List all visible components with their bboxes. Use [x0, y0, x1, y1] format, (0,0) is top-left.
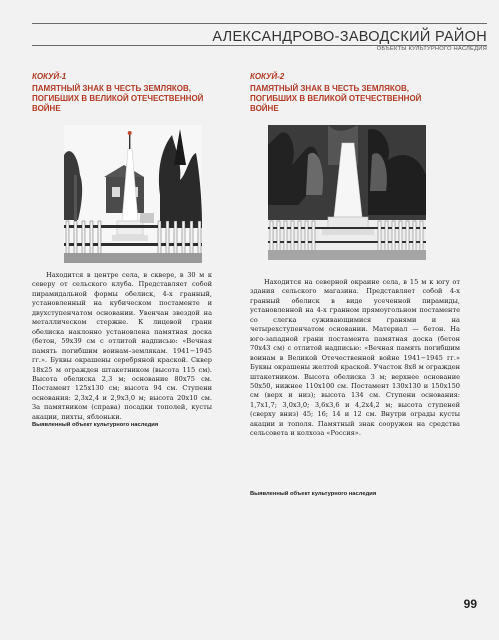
entry-code: КОКУЙ-2 [250, 72, 285, 81]
section-subtitle: ОБЪЕКТЫ КУЛЬТУРНОГО НАСЛЕДИЯ [376, 46, 487, 52]
entry-code: КОКУЙ-1 [32, 72, 67, 81]
region-title: АЛЕКСАНДРОВО-ЗАВОДСКИЙ РАЙОН [212, 29, 487, 45]
entry-title: ПАМЯТНЫЙ ЗНАК В ЧЕСТЬ ЗЕМЛЯКОВ, ПОГИБШИХ В ВЕЛИКОЙ ОТЕЧЕСТВЕННОЙ ВОЙНЕ [250, 84, 422, 113]
photo-obelisk-with-house [64, 125, 202, 263]
heritage-status-kokuy-2: Выявленный объект культурного наследия [250, 491, 377, 497]
monument-photo-kokuy-1 [64, 125, 202, 263]
page-number: 99 [463, 597, 477, 611]
entry-title: ПАМЯТНЫЙ ЗНАК В ЧЕСТЬ ЗЕМЛЯКОВ, ПОГИБШИХ В ВЕЛИКОЙ ОТЕЧЕСТВЕННОЙ ВОЙНЕ [32, 84, 204, 113]
entry-kokuy-2 [250, 72, 460, 114]
monument-photo-kokuy-2 [268, 125, 426, 260]
entry-description-kokuy-2: Находится на северной окраине села, в 15 м к югу от здания сельского магазина. Представляет собой 4-х гранный обелиск в виде усеченной пирамиды, установленной на 4-х гранном прямоугольном постаменте со слегка суживающимися гранями и на четырехступенчатом основании. Материал — бетон. На юго-западной грани постамента памятная доска (бетон 70х43 см) с отлитой надписью: «Вечная память погибшим воинам в Великой Отечественной войне 1941−1945 гг.» Буквы окрашены желтой краской. Участок 8х8 м огражден штакетником. Высота обелиска 3 м; верхнее основание 50х50, нижнее 110х100 см. Постамент 130х130 и 150х150 см (верх и низ); высота 134 см. Ступени основания: 1,7х1,7; 3,0х3,0; 3,6х3,6 и 4,2х4,2 м; высота ступеней (сверху вниз) 45; 16; 14 и 12 см. Внутри ограды кусты акации и тополя. Памятный знак сооружен на средства сельсовета и колхоза «Россия». [250, 278, 460, 438]
photo-obelisk-in-trees [268, 125, 426, 260]
entry-kokuy-1 [32, 72, 238, 114]
heritage-status-kokuy-1: Выявленный объект культурного наследия [32, 422, 159, 428]
entry-description-kokuy-1: Находится в центре села, в сквере, в 30 м к северу от сельского клуба. Представляет собой пирамидальной формы обелиск, 4-х гранный, установленный на кубическом постаменте и двухступенчатом основании. Увенчан звездой на металлическом стержне. К лицевой грани обелиска наклонно установлена памятная доска (бетон, 59х39 см с отлитой надписью: «Вечная память погибшим воинам–землякам. 1941−1945 гг.». Буквы окрашены серебряной краской. Сквер 18х25 м огражден штакетником (высота 115 см). Высота обелиска 2,3 м; основание 80х75 см. Постамент 125х130 см; высота 94 см. Ступени основания: 2,3х2,4 и 2,9х3,0 м; высота 20х10 см. За памятником (справа) посадки тополей, кусты акации, пихты, яблоньки. [32, 271, 212, 421]
header-top-rule [32, 23, 487, 24]
